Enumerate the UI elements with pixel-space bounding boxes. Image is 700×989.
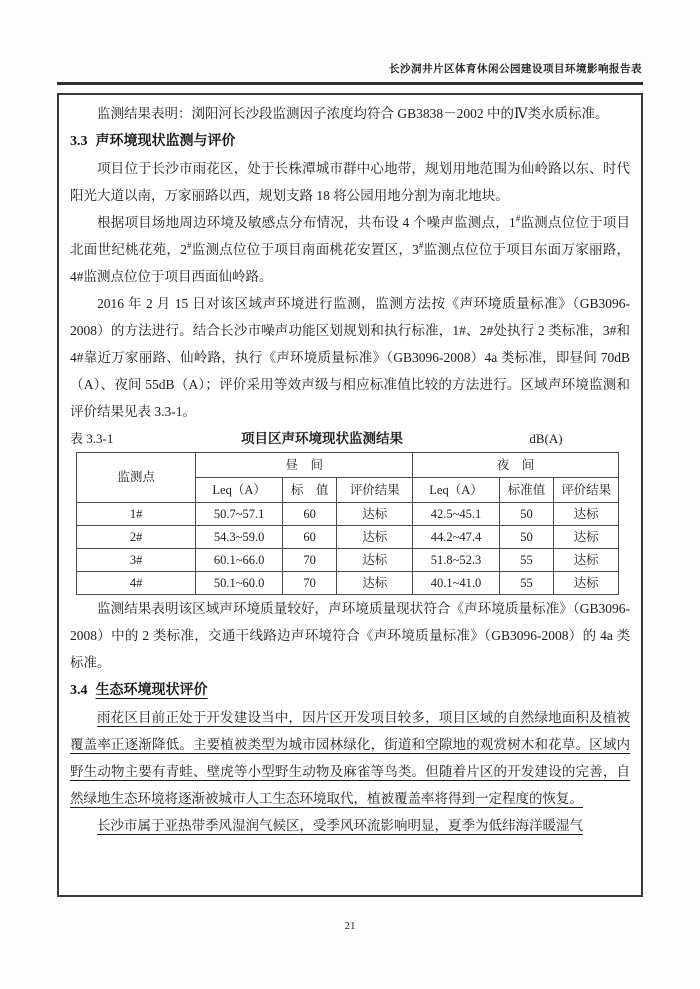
cell-day-evaluation: 达标 bbox=[337, 526, 413, 549]
sub-header-day-leq: Leq（A） bbox=[196, 478, 283, 503]
text-segment: 监测点位位于项目东面万家丽路，4#监测点位位于项目西面仙岭路。 bbox=[70, 242, 631, 284]
col-header-monitoring-point: 监测点 bbox=[77, 453, 196, 503]
cell-day-evaluation: 达标 bbox=[337, 572, 413, 595]
sub-header-night-evaluation: 评价结果 bbox=[554, 478, 619, 503]
cell-night-leq: 51.8~52.3 bbox=[413, 549, 500, 572]
section-number: 3.3 bbox=[70, 134, 88, 149]
paragraph-noise-monitoring-points bbox=[70, 209, 630, 290]
cell-night-standard: 50 bbox=[499, 503, 553, 526]
cell-day-standard: 70 bbox=[283, 549, 337, 572]
section-number: 3.4 bbox=[70, 683, 88, 698]
table-row bbox=[77, 572, 619, 595]
text-segment: 监测点位位于项目南面桃花安置区，3 bbox=[191, 242, 419, 257]
table-header-group-row bbox=[77, 453, 619, 478]
text-segment: 根据项目场地周边环境及敏感点分布情况，共布设 4 个噪声监测点，1 bbox=[97, 215, 516, 230]
superscript-hash: # bbox=[418, 240, 424, 251]
cell-point: 3# bbox=[77, 549, 196, 572]
noise-monitoring-table bbox=[76, 452, 619, 595]
cell-night-standard: 55 bbox=[499, 549, 553, 572]
running-header-title: 长沙洞井片区体育休闲公园建设项目环境影响报告表 bbox=[389, 64, 642, 75]
cell-day-standard: 60 bbox=[283, 526, 337, 549]
paragraph-noise-conclusion: 监测结果表明该区域声环境质量较好，声环境质量现状符合《声环境质量标准》（GB3096-2008）中的 2 类标准，交通干线路边声环境符合《声环境质量标准》（GB3096-2008）的 4a 类标准。 bbox=[70, 601, 630, 670]
content-frame bbox=[57, 93, 643, 897]
section-heading-3-4 bbox=[70, 676, 630, 704]
section-title: 声环境现状监测与评价 bbox=[95, 132, 236, 148]
cell-night-leq: 44.2~47.4 bbox=[413, 526, 500, 549]
section-heading-3-3 bbox=[70, 127, 630, 155]
sub-header-day-standard: 标 值 bbox=[283, 478, 337, 503]
sub-header-night-leq: Leq（A） bbox=[413, 478, 500, 503]
table-title: 项目区声环境现状监测结果 bbox=[241, 431, 403, 446]
cell-day-leq: 60.1~66.0 bbox=[196, 549, 283, 572]
cell-day-leq: 50.1~60.0 bbox=[196, 572, 283, 595]
superscript-hash: # bbox=[515, 213, 521, 224]
cell-day-leq: 50.7~57.1 bbox=[196, 503, 283, 526]
cell-night-leq: 40.1~41.0 bbox=[413, 572, 500, 595]
cell-night-evaluation: 达标 bbox=[554, 526, 619, 549]
paragraph-water-quality-result: 监测结果表明：浏阳河长沙段监测因子浓度均符合 GB3838－2002 中的Ⅳ类水质标准。 bbox=[97, 106, 609, 121]
table-row bbox=[77, 526, 619, 549]
text-segment: 监测点位位于项目北面世纪桃花苑，2 bbox=[70, 215, 631, 257]
cell-night-standard: 50 bbox=[499, 526, 553, 549]
table-unit: dB(A) bbox=[529, 431, 563, 446]
paragraph-project-location: 项目位于长沙市雨花区，处于长株潭城市群中心地带，规划用地范围为仙岭路以东、时代阳光大道以南，万家丽路以西，规划支路 18 将公园用地分割为南北地块。 bbox=[70, 161, 630, 203]
table-label: 表 3.3-1 bbox=[70, 431, 114, 446]
header-rule-line bbox=[57, 82, 643, 85]
section-title: 生态环境现状评价 bbox=[95, 681, 208, 697]
cell-night-evaluation: 达标 bbox=[554, 549, 619, 572]
paragraph-ecology-status: 雨花区目前正处于开发建设当中，因片区开发项目较多，项目区域的自然绿地面积及植被覆盖率正逐渐降低。主要植被类型为城市园林绿化，街道和空隙地的观赏树木和花草。区域内野生动物主要有青蛙、壁虎等小型野生动物及麻雀等鸟类。但随着片区的开发建设的完善，自然绿地生态环境将逐渐被城市人工生态环境取代，植被覆盖率将得到一定程度的恢复。 bbox=[70, 710, 630, 806]
table-row bbox=[77, 549, 619, 572]
cell-point: 4# bbox=[77, 572, 196, 595]
cell-day-standard: 70 bbox=[283, 572, 337, 595]
cell-night-evaluation: 达标 bbox=[554, 572, 619, 595]
page-number: 21 bbox=[344, 920, 356, 932]
cell-point: 1# bbox=[77, 503, 196, 526]
cell-day-evaluation: 达标 bbox=[337, 503, 413, 526]
cell-day-evaluation: 达标 bbox=[337, 549, 413, 572]
table-row bbox=[77, 503, 619, 526]
cell-day-standard: 60 bbox=[283, 503, 337, 526]
cell-night-standard: 55 bbox=[499, 572, 553, 595]
cell-night-evaluation: 达标 bbox=[554, 503, 619, 526]
col-group-nighttime: 夜 间 bbox=[413, 453, 619, 478]
col-group-daytime: 昼 间 bbox=[196, 453, 413, 478]
superscript-hash: # bbox=[186, 240, 192, 251]
sub-header-day-evaluation: 评价结果 bbox=[337, 478, 413, 503]
paragraph-monitoring-method: 2016 年 2 月 15 日对该区域声环境进行监测，监测方法按《声环境质量标准》（GB3096-2008）的方法进行。结合长沙市噪声功能区划规划和执行标准，1#、2#处执行 2 类标准，3#和 4#靠近万家丽路、仙岭路，执行《声环境质量标准》（GB3096-2008）4a 类标准，即昼间 70dB（A）、夜间 55dB（A）；评价采用等效声级与相应标准值比较的方法进行。区域声环境监测和评价结果见表 3.3-1。 bbox=[70, 296, 630, 419]
cell-night-leq: 42.5~45.1 bbox=[413, 503, 500, 526]
noise-table-caption bbox=[70, 426, 630, 451]
cell-point: 2# bbox=[77, 526, 196, 549]
sub-header-night-standard: 标准值 bbox=[499, 478, 553, 503]
paragraph-climate: 长沙市属于亚热带季风湿润气候区，受季风环流影响明显，夏季为低纬海洋暖湿气 bbox=[97, 818, 583, 833]
cell-day-leq: 54.3~59.0 bbox=[196, 526, 283, 549]
